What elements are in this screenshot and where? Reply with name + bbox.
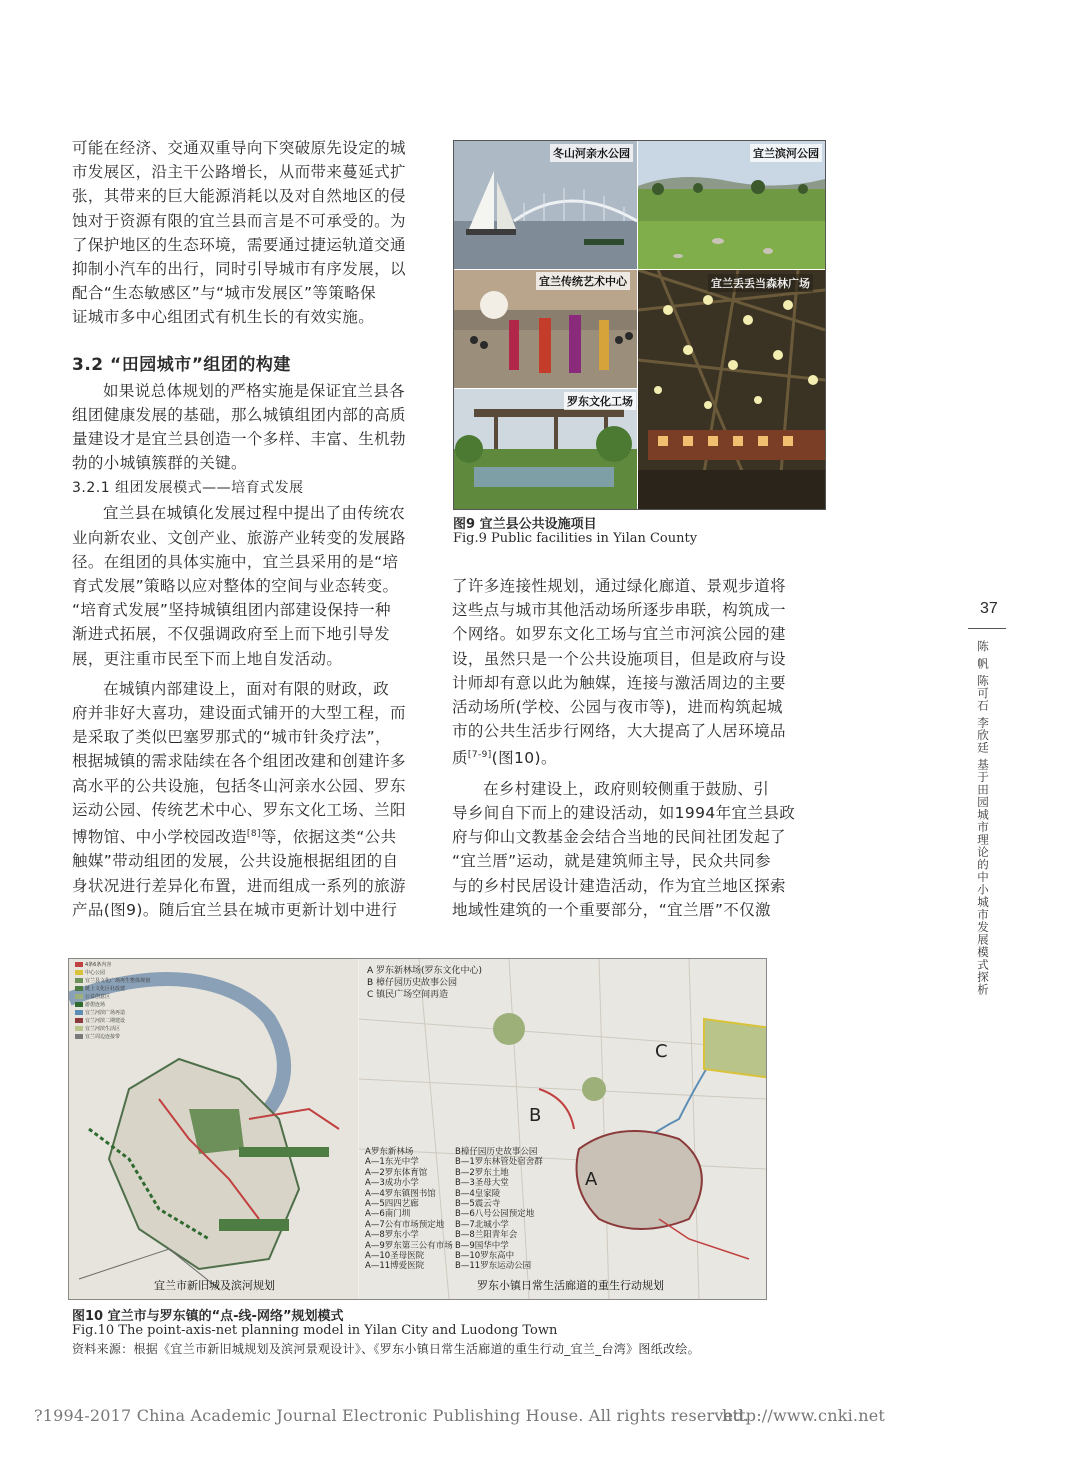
- legend-swatch: [75, 1002, 83, 1007]
- text-line: 府与仰山文教基金会结合当地的民间社团发起了: [452, 828, 786, 847]
- text-line: 组团健康发展的基础，那么城镇组团内部的高质: [72, 405, 406, 424]
- site-list-item: B—1罗东林管处宿舍群: [455, 1157, 543, 1168]
- photo-label-2: 宜兰滨河公园: [750, 144, 822, 162]
- legend-item: 中心公园: [75, 969, 150, 977]
- text-line: 设，虽然只是一个公共设施项目，但是政府与设: [452, 649, 786, 668]
- photo-luodong-cultural-workshop: [454, 389, 637, 509]
- text-line: 导乡间自下而上的建设活动，如1994年宜兰县政: [452, 803, 796, 822]
- body-paragraph-2: [72, 501, 416, 670]
- text-line: 宜兰县在城镇化发展过程中提出了由传统农: [103, 504, 406, 523]
- right-column: [452, 574, 797, 922]
- figure-10-planning-maps: [68, 958, 767, 1300]
- site-list-item: B—4皇家陵: [455, 1188, 501, 1199]
- text-line: 如果说总体规划的严格实施是保证宜兰县各: [103, 381, 406, 400]
- text-line: 了保护地区的生态环境，需要通过捷运轨道交通: [72, 235, 406, 254]
- site-list-item: B—10罗东高中: [455, 1251, 515, 1262]
- site-list-item: B—5震云寺: [455, 1199, 501, 1210]
- map-yilan-city: [69, 959, 358, 1299]
- cnki-url: http://www.cnki.net: [722, 1406, 886, 1425]
- figure-10-source: 资料来源：根据《宜兰市新旧城规划及滨河景观设计》、《罗东小镇日常生活廊道的重生行动_宜兰_台湾》图纸改绘。: [72, 1342, 700, 1356]
- legend-swatch: [75, 962, 83, 967]
- sidebar-rule: [968, 628, 1006, 629]
- legend-item: 游憩连场: [75, 1001, 150, 1009]
- right-map-list-b: [455, 1147, 543, 1272]
- text-line: 可能在经济、交通双重导向下突破原先设定的城: [72, 139, 406, 157]
- photo-forest-plaza: [638, 270, 825, 509]
- site-list-item: A—5四四艺廊: [365, 1199, 419, 1210]
- text-line: 渐进式拓展，不仅强调政府至上而下地引导发: [72, 625, 391, 644]
- legend-swatch: [75, 970, 83, 975]
- text-line: 业向新农业、文创产业、旅游产业转变的发展路: [72, 528, 406, 547]
- site-list-item: B—7北城小学: [455, 1219, 509, 1230]
- legend-item: 4条6条内容: [75, 961, 150, 969]
- text-line: 在乡村建设上，政府则较侧重于鼓励、引: [483, 779, 770, 798]
- legend-swatch: [75, 1034, 83, 1039]
- legend-item: 宜兰县文化广场再生整体规划: [75, 977, 150, 985]
- right-paragraph-2: [452, 777, 797, 922]
- text-line: 触媒”带动组团的发展，公共设施根据组团的自: [72, 852, 399, 871]
- text-line: “培育式发展”坚持城镇组团内部建设保持一种: [72, 601, 391, 620]
- figure-9-caption-en: Fig.9 Public facilities in Yilan County: [453, 531, 698, 546]
- text-line: 质[7-9](图10)。: [452, 749, 557, 768]
- forest-plaza-image: [638, 270, 825, 509]
- figure-10-caption-cn: 图10 宜兰市与罗东镇的“点-线-网络”规划模式: [72, 1309, 344, 1324]
- legend-swatch: [75, 986, 83, 991]
- text-line: 径。在组团的具体实施中，宜兰县采用的是“培: [72, 552, 399, 571]
- text-line: 证城市多中心组团式有机生长的有效实施。: [72, 308, 375, 327]
- photo-label-1: 冬山河亲水公园: [550, 144, 633, 162]
- left-map-legend: [75, 961, 150, 1041]
- site-list-item: A罗东新林场: [365, 1147, 414, 1157]
- photo-dongshan-river-park: [454, 141, 637, 269]
- text-line: 个网络。如罗东文化工场与宜兰市河滨公园的建: [452, 625, 786, 644]
- text-line: 育式发展”策略以应对整体的空间与业态转变。: [72, 577, 399, 596]
- site-list-item: A—11博爱医院: [365, 1261, 425, 1272]
- running-head: 陈 帆 陈可石 李欣廷 基于田园城市理论的中小城市发展模式探析: [976, 640, 990, 997]
- legend-swatch: [75, 1018, 83, 1023]
- citation-ref: [7-9]: [467, 750, 492, 761]
- left-map-label: 宜兰市新旧城及滨河规划: [154, 1279, 275, 1292]
- legend-swatch: [75, 994, 83, 999]
- map-key-item: C 镇民广场空间再造: [367, 990, 449, 1000]
- marker-c: C: [655, 1041, 668, 1062]
- text-line: 勃的小城镇簇群的关键。: [72, 454, 247, 473]
- site-list-item: A—10圣母医院: [365, 1251, 425, 1262]
- body-paragraph-3: [72, 677, 416, 922]
- subsection-heading: 3.2.1 组团发展模式——培育式发展: [72, 480, 304, 497]
- site-list-item: A—2罗东体育馆: [365, 1167, 428, 1178]
- text-line: 了许多连接性规划，通过绿化廊道、景观步道将: [452, 577, 786, 595]
- text-line: 运动公园、传统艺术中心、罗东文化工场、兰阳: [72, 800, 406, 819]
- section-paragraph: [72, 379, 416, 476]
- text-line: 活动场所(学校、公园与夜市等)，进而构筑起城: [452, 698, 783, 717]
- photo-label-4: 宜兰丢丢当森林广场: [708, 274, 813, 292]
- text-line: 根据城镇的需求陆续在各个组团改建和创建许多: [72, 752, 406, 771]
- site-list-item: A—4罗东镇图书馆: [365, 1188, 436, 1199]
- text-line: 量建设才是宜兰县创造一个多样、丰富、生机勃: [72, 430, 406, 449]
- right-map-key: [367, 965, 482, 1001]
- text-line: 府并非好大喜功，建设面式铺开的大型工程，而: [72, 704, 406, 723]
- text-line: 与的乡村民居设计建造活动，作为宜兰地区探索: [452, 876, 786, 895]
- site-list-item: A—6南门圳: [365, 1209, 411, 1220]
- text-line: 产品(图9)。随后宜兰县在城市更新计划中进行: [72, 900, 398, 919]
- text-line: 蚀对于资源有限的宜兰县而言是不可承受的。为: [72, 211, 406, 230]
- legend-item: 宜兰周边连接带: [75, 1033, 150, 1041]
- photo-label-5: 罗东文化工场: [564, 392, 636, 410]
- text-line: 张，其带来的巨大能源消耗以及对自然地区的侵: [72, 187, 406, 206]
- site-list-item: B—11罗东运动公园: [455, 1261, 532, 1272]
- text-line: 高水平的公共设施，包括冬山河亲水公园、罗东: [72, 776, 406, 795]
- text-line: 市发展区，沿主干公路增长，从而带来蔓延式扩: [72, 163, 406, 182]
- text-line: 配合“生态敏感区”与“城市发展区”等策略保: [72, 284, 377, 303]
- text-line: 地域性建筑的一个重要部分，“宜兰厝”不仅激: [452, 900, 771, 919]
- site-list-item: B—3圣母大堂: [455, 1178, 509, 1189]
- text-line: 身状况进行差异化布置，进而组成一系列的旅游: [72, 876, 406, 895]
- legend-swatch: [75, 1010, 83, 1015]
- legend-item: 公益创意区: [75, 993, 150, 1001]
- map-key-item: A 罗东新林场(罗东文化中心): [367, 966, 483, 976]
- marker-a: A: [585, 1169, 598, 1190]
- photo-yilan-riverside-park: [638, 141, 825, 269]
- site-list-item: A—3成功小学: [365, 1178, 419, 1189]
- photo-traditional-arts-center: [454, 270, 637, 388]
- citation-ref: [8]: [246, 829, 261, 840]
- site-list-item: A—8罗东小学: [365, 1230, 419, 1241]
- section-heading: 3.2 “田园城市”组团的构建: [72, 354, 291, 375]
- text-line: 展，更注重市民至下而上地自发活动。: [72, 649, 343, 668]
- site-list-item: B—2罗东土地: [455, 1167, 509, 1178]
- site-list-item: A—1东光中学: [365, 1157, 419, 1168]
- left-column: [72, 136, 416, 922]
- site-list-item: B—9国华中学: [455, 1240, 509, 1251]
- map-key-item: B 樟仔园历史故事公园: [367, 978, 458, 988]
- legend-item: 宜兰河滨生活区: [75, 1025, 150, 1033]
- marker-b: B: [529, 1105, 542, 1126]
- text-line: 市的公共生活步行网络，大大提高了人居环境品: [452, 722, 786, 741]
- right-paragraph-1: [452, 574, 797, 771]
- legend-item: 宜兰河滨二期建设: [75, 1017, 150, 1025]
- text-line: 是采取了类似巴塞罗那式的“城市针灸疗法”，: [72, 728, 391, 747]
- page-number: 37: [980, 600, 998, 617]
- right-map-label: 罗东小镇日常生活廊道的重生行动规划: [477, 1279, 664, 1292]
- site-list-item: A—7公有市场预定地: [365, 1219, 445, 1230]
- figure-10-caption-en: Fig.10 The point-axis-net planning model in Yilan City and Luodong Town: [72, 1323, 558, 1338]
- photo-label-3: 宜兰传统艺术中心: [536, 272, 630, 290]
- text-line: 在城镇内部建设上，面对有限的财政，政: [103, 679, 390, 698]
- text-line: 抑制小汽车的出行，同时引导城市有序发展，以: [72, 260, 406, 279]
- text-line: 计师却有意以此为触媒，连接与激活周边的主要: [452, 673, 786, 692]
- figure-9-caption-cn: 图9 宜兰县公共设施项目: [453, 517, 597, 532]
- site-list-item: B樟仔园历史故事公园: [455, 1147, 538, 1157]
- legend-item: 宜兰河滨广场再造: [75, 1009, 150, 1017]
- intro-paragraph: [72, 136, 416, 330]
- legend-swatch: [75, 1026, 83, 1031]
- right-map-list-a: [365, 1147, 453, 1272]
- legend-swatch: [75, 978, 83, 983]
- legend-item: 链上文化区社改建: [75, 985, 150, 993]
- map-luodong-town: [359, 959, 766, 1299]
- text-line: “宜兰厝”运动，就是建筑师主导，民众共同参: [452, 852, 771, 871]
- figure-9-photo-collage: [453, 140, 826, 510]
- copyright-notice: ?1994-2017 China Academic Journal Electronic Publishing House. All rights reserved.: [34, 1406, 750, 1425]
- site-list-item: B—8兰阳青年会: [455, 1230, 518, 1241]
- site-list-item: B—6八号公园预定地: [455, 1209, 535, 1220]
- text-line: 这些点与城市其他活动场所逐步串联，构筑成一: [452, 601, 786, 620]
- text-line: 博物馆、中小学校园改造[8]等，依据这类“公共: [72, 828, 397, 847]
- site-list-item: A—9罗东第三公有市场: [365, 1240, 453, 1251]
